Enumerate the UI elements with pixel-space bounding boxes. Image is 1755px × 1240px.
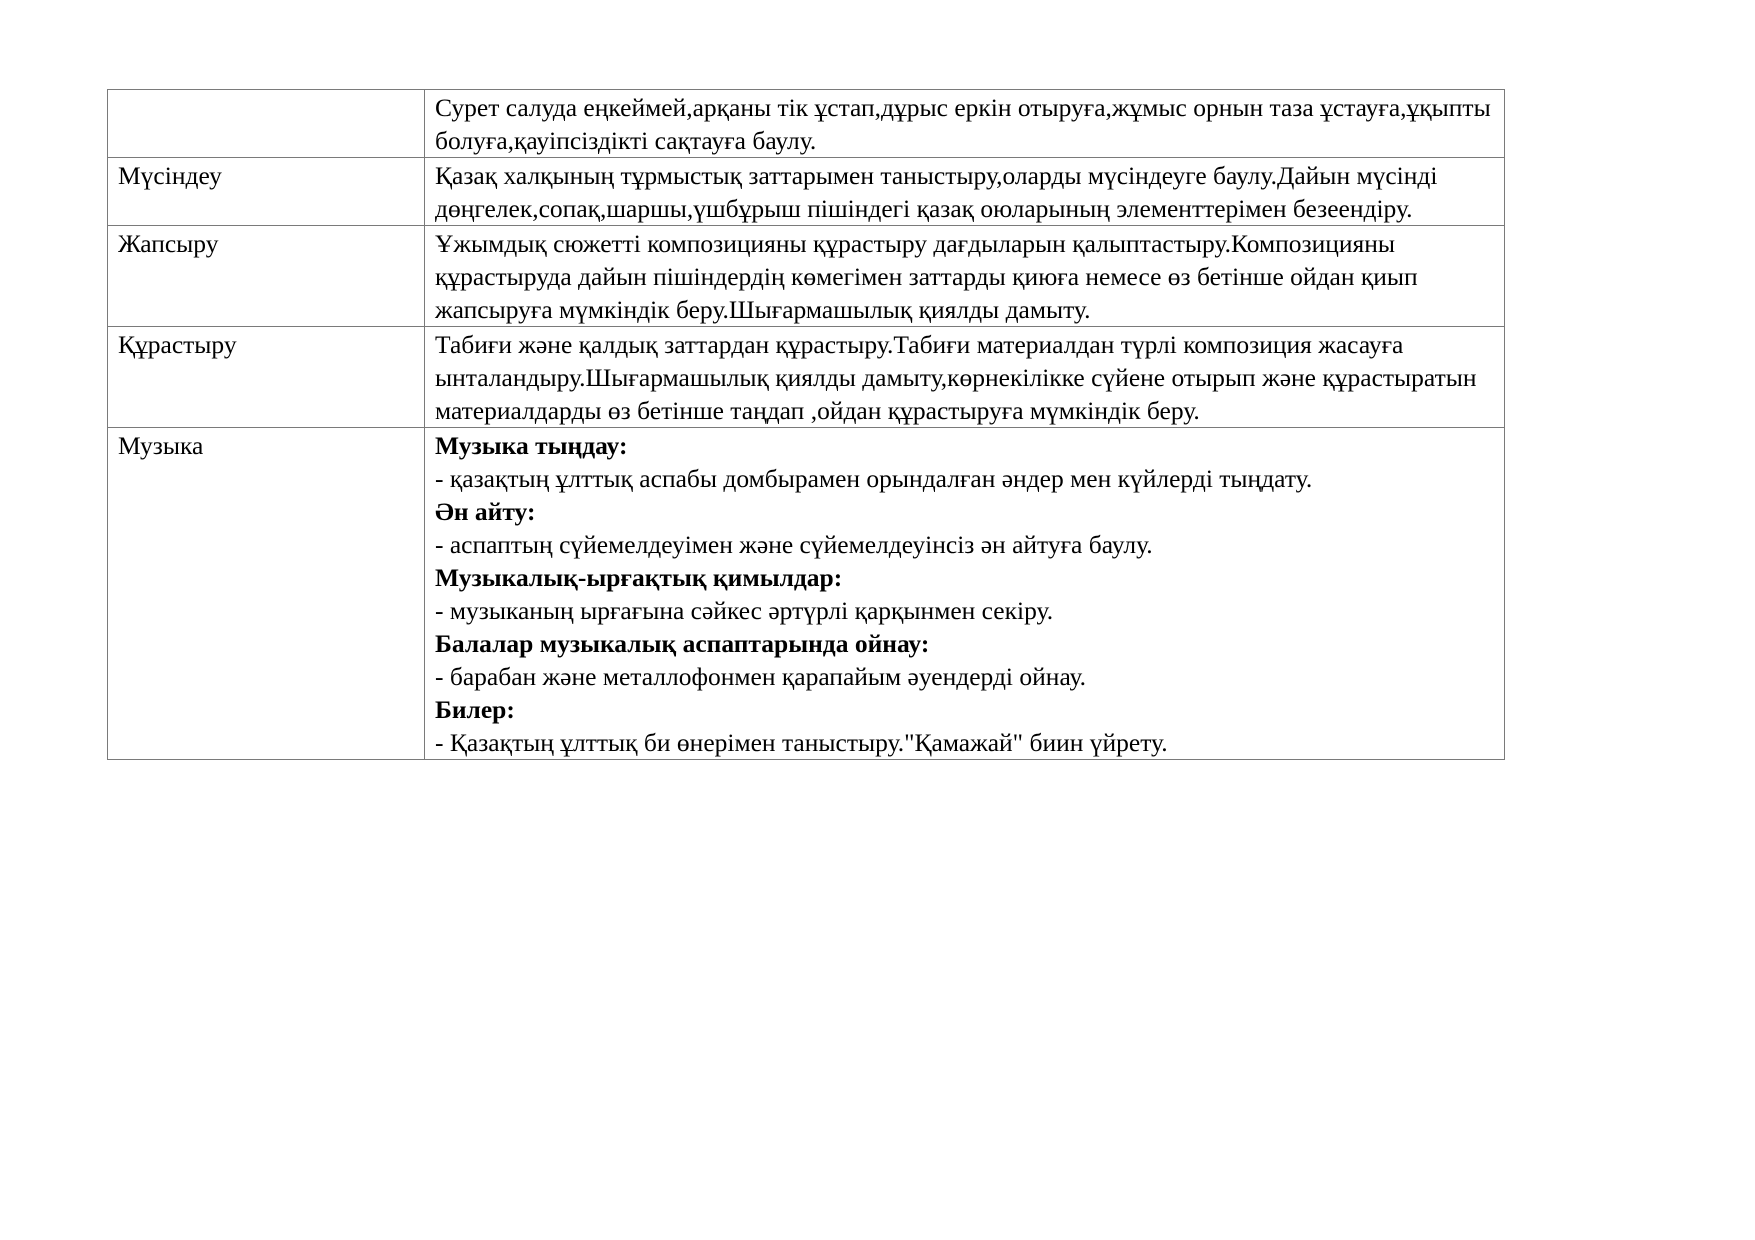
- row-content-construction: Табиғи және қалдық заттардан құрастыру.Табиғи материалдан түрлі композиция жасауға ынталандыру.Шығармашылық қиялды дамыту,көрнекілікке сүйене отырып және құрастыратын материалдарды өз бетінше таңдап ,ойдан құрастыруға мүмкіндік беру.: [425, 327, 1505, 428]
- music-section-text: - барабан және металлофонмен қарапайым әуендерді ойнау.: [435, 662, 1087, 691]
- table-row: [108, 327, 1505, 428]
- row-label-sculpting: Мүсіндеу: [108, 158, 425, 226]
- row-label-empty: [108, 90, 425, 158]
- table-row: [108, 226, 1505, 327]
- row-label-music: Музыка: [108, 428, 425, 760]
- row-label-applique: Жапсыру: [108, 226, 425, 327]
- music-section-text: - аспаптың сүйемелдеуімен және сүйемелдеуінсіз ән айтуға баулу.: [435, 530, 1153, 559]
- row-content-music: [425, 428, 1505, 760]
- row-content-sculpting: Қазақ халқының тұрмыстық заттарымен таныстыру,оларды мүсіндеуге баулу.Дайын мүсінді дөңгелек,сопақ,шаршы,үшбұрыш пішіндегі қазақ оюларының элементтерімен безеендіру.: [425, 158, 1505, 226]
- curriculum-table: [107, 89, 1505, 760]
- music-section-text: - музыканың ырғағына сәйкес әртүрлі қарқынмен секіру.: [435, 596, 1054, 625]
- music-section-heading: Ән айту:: [435, 497, 536, 526]
- music-section-text: - Қазақтың ұлттық би өнерімен таныстыру."Қамажай" биин үйрету.: [435, 728, 1168, 757]
- row-content-drawing: Сурет салуда еңкеймей,арқаны тік ұстап,дұрыс еркін отыруға,жұмыс орнын таза ұстауға,ұқыпты болуға,қауіпсіздікті сақтауға баулу.: [425, 90, 1505, 158]
- music-section-heading: Музыка тыңдау:: [435, 431, 628, 460]
- table-row: [108, 90, 1505, 158]
- music-section-text: - қазақтың ұлттық аспабы домбырамен орындалған әндер мен күйлерді тыңдату.: [435, 464, 1313, 493]
- music-section-heading: Балалар музыкалық аспаптарында ойнау:: [435, 629, 930, 658]
- row-content-applique: Ұжымдық сюжетті композицияны құрастыру дағдыларын қалыптастыру.Композицияны құрастыруда дайын пішіндердің көмегімен заттарды қиюға немесе өз бетінше ойдан қиып жапсыруға мүмкіндік беру.Шығармашылық қиялды дамыту.: [425, 226, 1505, 327]
- music-section-heading: Музыкалық-ырғақтық қимылдар:: [435, 563, 843, 592]
- table-row: [108, 428, 1505, 760]
- music-section-heading: Билер:: [435, 695, 515, 724]
- row-label-construction: Құрастыру: [108, 327, 425, 428]
- table-row: [108, 158, 1505, 226]
